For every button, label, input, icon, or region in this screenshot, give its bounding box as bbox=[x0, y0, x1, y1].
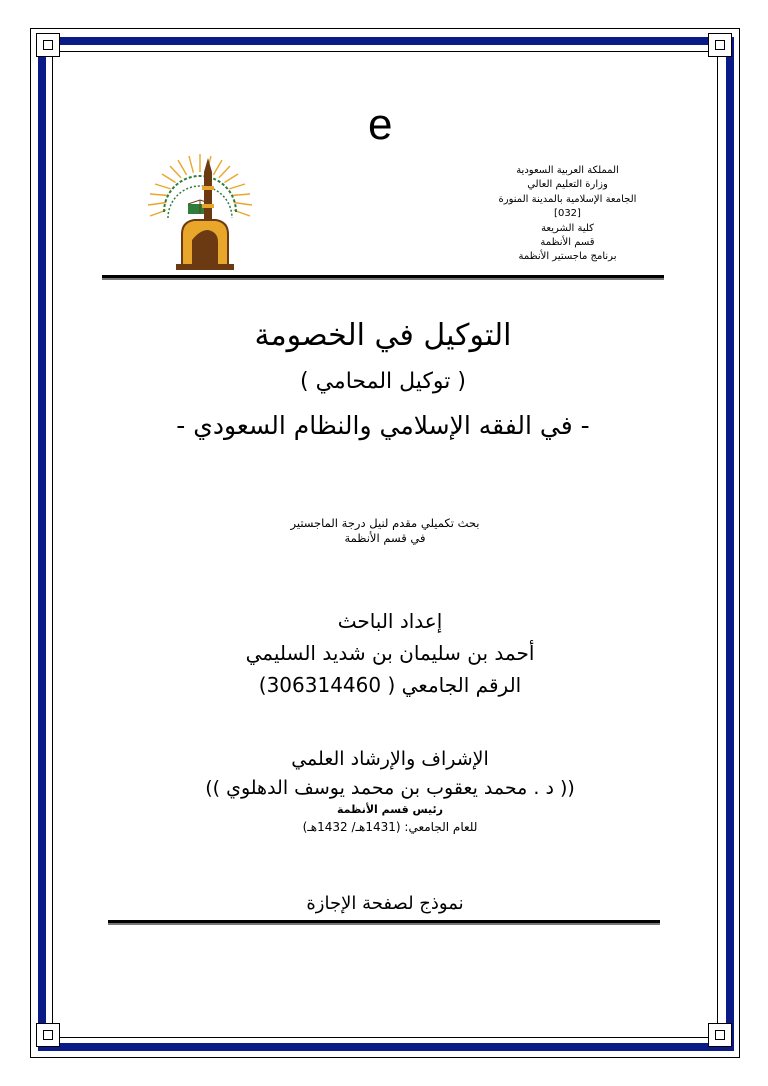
researcher-heading: إعداد الباحث bbox=[337, 609, 443, 633]
header-line-department: قسم الأنظمة bbox=[540, 237, 595, 249]
supervision-heading: الإشراف والإرشاد العلمي bbox=[291, 748, 489, 770]
header-line-code: [032] bbox=[554, 208, 581, 220]
researcher-block bbox=[220, 605, 560, 701]
supervision-block bbox=[160, 744, 620, 836]
top-divider bbox=[102, 275, 664, 278]
academic-year: للعام الجامعي: (1431هـ/ 1432هـ) bbox=[302, 820, 478, 834]
header-line-university: الجامعة الإسلامية بالمدينة المنورة bbox=[498, 193, 637, 205]
thesis-subtitle: ( توكيل المحامي ) bbox=[300, 369, 466, 394]
thesis-purpose-line1: بحث تكميلي مقدم لنيل درجة الماجستير bbox=[290, 516, 480, 530]
header-line-ministry: وزارة التعليم العالي bbox=[527, 179, 608, 191]
frame-corner-top-left bbox=[36, 33, 60, 57]
frame-corner-bottom-left bbox=[36, 1023, 60, 1047]
frame-corner-top-right bbox=[708, 33, 732, 57]
thesis-purpose bbox=[240, 516, 530, 546]
thesis-title: التوكيل في الخصومة bbox=[254, 318, 512, 353]
header-symbol: e bbox=[368, 100, 393, 149]
supervisor-role: رئيس قسم الأنظمة bbox=[336, 803, 444, 816]
researcher-id: الرقم الجامعي ( 306314460) bbox=[258, 673, 522, 697]
supervisor-name: (( د . محمد يعقوب بن محمد يوسف الدهلوي )) bbox=[205, 777, 575, 799]
frame-corner-bottom-right bbox=[708, 1023, 732, 1047]
thesis-purpose-line2: في قسم الأنظمة bbox=[344, 531, 426, 545]
thesis-field: - في الفقه الإسلامي والنظام السعودي - bbox=[176, 411, 590, 440]
institution-header bbox=[490, 164, 645, 265]
university-logo-icon bbox=[138, 150, 262, 274]
bottom-divider bbox=[108, 920, 660, 923]
header-line-college: كلية الشريعة bbox=[541, 222, 594, 234]
researcher-name: أحمد بن سليمان بن شديد السليمي bbox=[245, 641, 535, 665]
form-title: نموذج لصفحة الإجازة bbox=[306, 893, 464, 914]
header-line-program: برنامج ماجستير الأنظمة bbox=[518, 251, 617, 263]
header-line-kingdom: المملكة العربية السعودية bbox=[516, 165, 619, 176]
